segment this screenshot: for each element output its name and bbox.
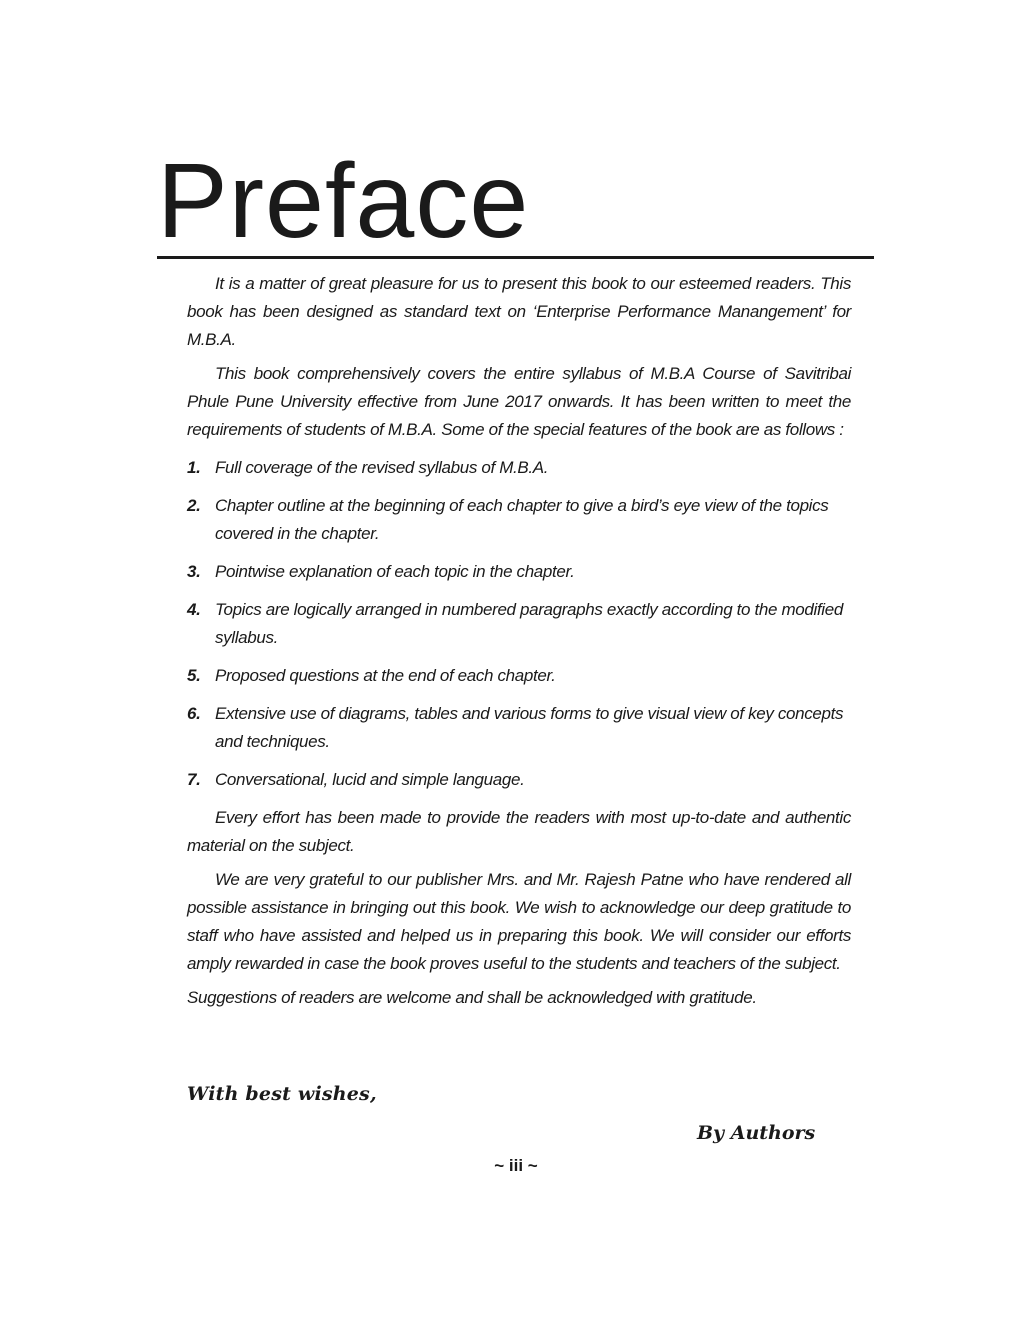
author-signature: By Authors (697, 1122, 816, 1144)
list-item-number: 5. (187, 666, 201, 685)
suggestion-line: Suggestions of readers are welcome and shall be acknowledged with gratitude. (187, 988, 757, 1007)
list-item-text: Extensive use of diagrams, tables and various forms to give visual view of key concepts and techniques. (215, 704, 844, 751)
list-item-text: Full coverage of the revised syllabus of M.B.A. (215, 458, 549, 477)
list-item-number: 4. (187, 600, 201, 619)
page-title: Preface (157, 142, 530, 260)
list-item-number: 1. (187, 458, 201, 477)
list-item (187, 766, 851, 794)
closing-paragraph-1: Every effort has been made to provide the readers with most up-to-date and authentic material on the subject. (187, 808, 851, 855)
page-number: ~ iii ~ (494, 1156, 538, 1175)
list-item-number: 6. (187, 704, 201, 723)
list-item-text: Topics are logically arranged in numbered paragraphs exactly according to the modified syllabus. (215, 600, 843, 647)
list-item-number: 3. (187, 562, 201, 581)
list-item-number: 7. (187, 770, 201, 789)
list-item (187, 492, 851, 548)
features-list (187, 454, 851, 794)
best-wishes: With best wishes, (187, 1083, 377, 1105)
list-item-number: 2. (187, 496, 201, 515)
list-item (187, 700, 851, 756)
list-item-text: Pointwise explanation of each topic in the chapter. (215, 562, 575, 581)
closing-paragraph-2: We are very grateful to our publisher Mrs. and Mr. Rajesh Patne who have rendered all possible assistance in bringing out this book. We wish to acknowledge our deep gratitude to staff who have assisted and helped us in preparing this book. We will consider our efforts amply rewarded in case the book proves useful to the students and teachers of the subject. (187, 870, 851, 973)
list-item (187, 596, 851, 652)
intro-paragraph-2: This book comprehensively covers the entire syllabus of M.B.A Course of Savitribai Phule Pune University effective from June 2017 onwards. It has been written to meet the requirements of students of M.B.A. Some of the special features of the book are as follows : (187, 364, 851, 439)
list-item-text: Conversational, lucid and simple language. (215, 770, 525, 789)
list-item (187, 558, 851, 586)
list-item (187, 662, 851, 690)
list-item-text: Proposed questions at the end of each chapter. (215, 666, 556, 685)
list-item (187, 454, 851, 482)
title-underline (157, 256, 874, 259)
preface-body (187, 270, 851, 1018)
list-item-text: Chapter outline at the beginning of each chapter to give a bird’s eye view of the topics covered in the chapter. (215, 496, 829, 543)
intro-paragraph-1: It is a matter of great pleasure for us to present this book to our esteemed readers. This book has been designed as standard text on ‘Enterprise Performance Manangement’ for M.B.A. (187, 274, 851, 349)
